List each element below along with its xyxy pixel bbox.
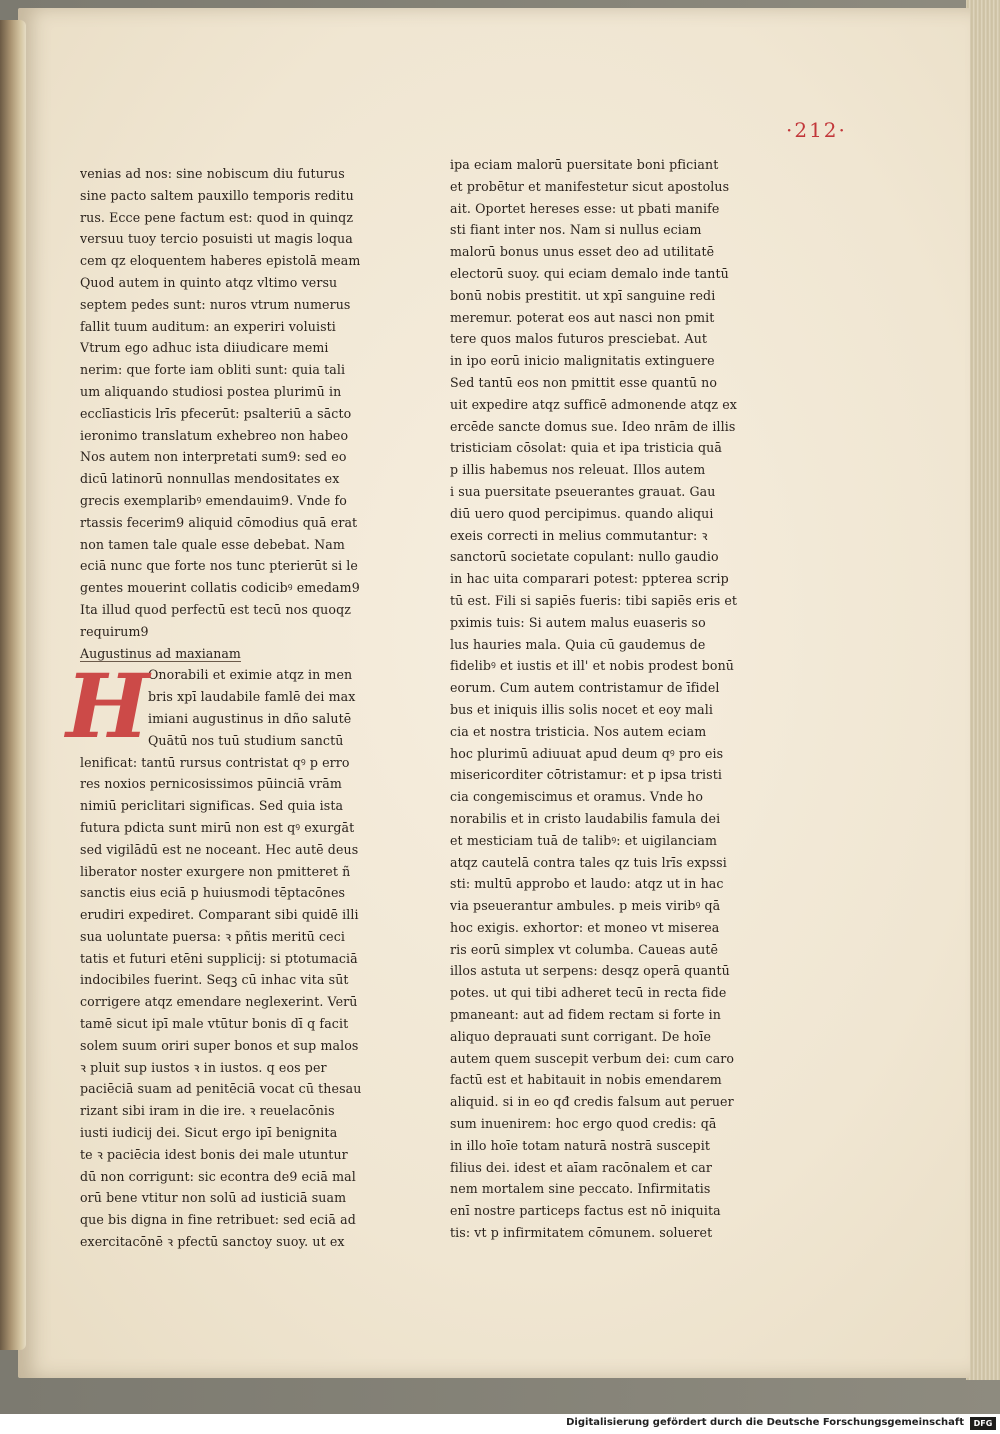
text-line: sanctorū societate copulant: nullo gaudio xyxy=(450,549,719,565)
text-line: indocibiles fuerint. Seqꝫ cū inhac vita sūt xyxy=(80,972,349,988)
text-line: bris xpī laudabile famlē dei max xyxy=(148,689,356,705)
page-stack-edge xyxy=(966,0,1000,1380)
text-line: solem suum oriri super bonos et sup malos xyxy=(80,1037,359,1053)
text-line: filius dei. idest et aīam racōnalem et car xyxy=(450,1159,712,1175)
text-line: liberator noster exurgere non pmitteret ñ xyxy=(80,863,351,879)
text-line: tis: vt p infirmitatem cōmunem. solueret xyxy=(450,1225,713,1241)
text-line: hoc exigis. exhortor: et moneo vt miserea xyxy=(450,919,720,935)
text-line: Quātū nos tuū studium sanctū xyxy=(148,732,344,748)
text-line: atqz cautelā contra tales qz tuis lrīs expssi xyxy=(450,854,727,870)
text-line: nerim: que forte iam obliti sunt: quia tali xyxy=(80,362,346,378)
text-line: que bis digna in fine retribuet: sed eciā ad xyxy=(80,1212,356,1228)
dfg-logo: DFG xyxy=(970,1417,996,1430)
text-line: malorū bonus unus esset deo ad utilitatē xyxy=(450,244,715,260)
text-line: nem mortalem sine peccato. Infirmitatis xyxy=(450,1181,711,1197)
text-line: exeis correcti in melius commutantur: ꝛ xyxy=(450,527,708,543)
text-line: electorū suoy. qui eciam demalo inde tantū xyxy=(450,265,729,281)
text-line: dicū latinorū nonnullas mendositates ex xyxy=(80,471,340,487)
text-line: et mesticiam tuā de talibꝰ: et uigilanciam xyxy=(450,832,718,848)
manuscript-page xyxy=(18,8,970,1378)
text-line: lenificat: tantū rursus contristat qꝰ p erro xyxy=(80,754,350,770)
text-line: grecis exemplaribꝰ emendauim9. Vnde fo xyxy=(80,492,347,508)
text-line: rus. Ecce pene factum est: quod in quinqz xyxy=(80,209,354,225)
text-line: dū non corrigunt: sic econtra de9 eciā mal xyxy=(80,1168,356,1184)
text-line: fidelibꝰ et iustis et ill' et nobis prodest bonū xyxy=(450,658,735,674)
text-line: rizant sibi iram in die ire. ꝛ reuelacōnis xyxy=(80,1103,335,1119)
text-line: versuu tuoy tercio posuisti ut magis loqua xyxy=(80,231,353,247)
right-column-text xyxy=(450,154,790,1244)
text-line: cia et nostra tristicia. Nos autem eciam xyxy=(450,723,707,739)
text-line: diū uero quod percipimus. quando aliqui xyxy=(450,505,714,521)
text-line: gentes mouerint collatis codicibꝰ emedam9 xyxy=(80,580,360,596)
text-line: fallit tuum auditum: an experiri voluisti xyxy=(80,318,336,334)
letter-heading: Augustinus ad maxianam xyxy=(80,645,241,661)
text-line: erudiri expediret. Comparant sibi quidē illi xyxy=(80,907,359,923)
book-binding-edge xyxy=(0,20,26,1350)
text-line: in ipo eorū inicio malignitatis extinguere xyxy=(450,353,715,369)
text-line: illos astuta ut serpens: desqz operā quantū xyxy=(450,963,730,979)
text-line: potes. ut qui tibi adheret tecū in recta fide xyxy=(450,985,727,1001)
text-line: pximis tuis: Si autem malus euaseris so xyxy=(450,614,706,630)
text-line: tere quos malos futuros presciebat. Aut xyxy=(450,331,708,347)
text-line: sanctis eius eciā p huiusmodi tēptacōnes xyxy=(80,885,346,901)
text-line: imiani augustinus in dño salutē xyxy=(148,710,352,726)
text-line: et probētur et manifestetur sicut apostolus xyxy=(450,178,730,194)
text-line: hoc plurimū adiuuat apud deum qꝰ pro eis xyxy=(450,745,724,761)
text-line: ieronimo translatum exhebreo non habeo xyxy=(80,427,349,443)
text-line: cem qz eloquentem haberes epistolā meam xyxy=(80,253,361,269)
text-line: factū est et habitauit in nobis emendarem xyxy=(450,1072,722,1088)
text-line: misericorditer cōtristamur: et p ipsa tristi xyxy=(450,767,723,783)
text-line: pmaneant: aut ad fidem rectam si forte in xyxy=(450,1007,721,1023)
text-line: cia congemiscimus et oramus. Vnde ho xyxy=(450,789,704,805)
text-line: Ita illud quod perfectū est tecū nos quoqz xyxy=(80,601,351,617)
text-line: aliquo deprauati sunt corrigant. De hoīe xyxy=(450,1028,712,1044)
text-line: lus hauries mala. Quia cū gaudemus de xyxy=(450,636,706,652)
text-line: rtassis fecerim9 aliquid cōmodius quā erat xyxy=(80,514,358,530)
text-line: orū bene vtitur non solū ad iusticiā suam xyxy=(80,1190,347,1206)
text-line: ris eorū simplex vt columba. Caueas autē xyxy=(450,941,719,957)
text-line: autem quem suscepit verbum dei: cum caro xyxy=(450,1050,735,1066)
text-line: norabilis et in cristo laudabilis famula dei xyxy=(450,810,721,826)
text-line: enī nostre particeps factus est nō iniquita xyxy=(450,1203,721,1219)
text-line: futura pdicta sunt mirū non est qꝰ exurgāt xyxy=(80,819,355,835)
text-line: corrigere atqz emendare neglexerint. Verū xyxy=(80,994,358,1010)
left-column-text xyxy=(80,163,410,643)
left-column-letter-text xyxy=(66,654,410,1253)
text-line: septem pedes sunt: nuros vtrum numerus xyxy=(80,296,351,312)
text-line: sti: multū approbo et laudo: atqz ut in hac xyxy=(450,876,724,892)
text-line: Quod autem in quinto atqz vltimo versu xyxy=(80,274,338,290)
text-line: ipa eciam malorū puersitate boni pficiant xyxy=(450,157,719,172)
text-line: sua uoluntate puersa: ꝛ pñtis meritū ceci xyxy=(80,928,345,944)
text-line: requirum9 xyxy=(80,623,149,639)
text-line: te ꝛ paciēcia idest bonis dei male utuntur xyxy=(80,1146,348,1162)
text-line: tū est. Fili si sapiēs fueris: tibi sapiēs eris et xyxy=(450,592,738,608)
text-line: venias ad nos: sine nobiscum diu futurus xyxy=(80,166,345,181)
text-line: bus et iniquis illis solis nocet et eoy mali xyxy=(450,701,713,717)
text-line: Nos autem non interpretati sum9: sed eo xyxy=(80,449,347,465)
text-line: iusti iudicij dei. Sicut ergo ipī benignita xyxy=(80,1125,338,1141)
text-line: tamē sicut ipī male vtūtur bonis dī q facit xyxy=(80,1016,349,1032)
text-line: Sed tantū eos non pmittit esse quantū no xyxy=(450,374,718,390)
text-line: sine pacto saltem pauxillo temporis reditu xyxy=(80,187,354,203)
text-line: in hac uita comparari potest: ppterea scrip xyxy=(450,571,729,587)
text-line: in illo hoīe totam naturā nostrā suscepit xyxy=(450,1137,711,1153)
text-line: sum inuenirem: hoc ergo quod credis: qā xyxy=(450,1116,717,1132)
right-column xyxy=(450,154,790,1244)
text-line: Onorabili et eximie atqz in men xyxy=(148,667,353,683)
text-line: Vtrum ego adhuc ista diiudicare memi xyxy=(80,340,329,356)
text-line: res noxios pernicosissimos pūinciā vrām xyxy=(80,776,342,792)
text-line: eorum. Cum autem contristamur de īfidel xyxy=(450,680,720,696)
footer-bar xyxy=(0,1414,1000,1434)
left-column xyxy=(66,163,410,1253)
text-line: ercēde sancte domus sue. Ideo nrām de illis xyxy=(450,418,736,434)
text-line: nimiū periclitari significas. Sed quia ista xyxy=(80,798,344,814)
text-line: tatis et futuri etēni supplicij: si ptotumaciā xyxy=(80,950,358,966)
text-line: i sua puersitate pseuerantes grauat. Gau xyxy=(450,483,716,499)
text-line: uit expedire atqz sufficē admonende atqz ex xyxy=(450,396,737,412)
text-line: sed vigilādū est ne noceant. Hec autē deus xyxy=(80,841,359,857)
text-line: meremur. poterat eos aut nasci non pmit xyxy=(450,309,715,325)
text-line: um aliquando studiosi postea plurimū in xyxy=(80,383,342,399)
text-line: sti fiant inter nos. Nam si nullus eciam xyxy=(450,222,702,238)
text-line: via pseuerantur ambules. p meis viribꝰ qā xyxy=(450,898,721,914)
text-line: tristiciam cōsolat: quia et ipa tristicia quā xyxy=(450,440,722,456)
funding-notice: Digitalisierung gefördert durch die Deutsche Forschungsgemeinschaft xyxy=(566,1417,964,1428)
text-line: paciēciā suam ad penitēciā vocat cū thesau xyxy=(80,1081,362,1097)
text-line: aliquid. si in eo qđ credis falsum aut peruer xyxy=(450,1094,734,1110)
text-line: ait. Oportet hereses esse: ut pbati manife xyxy=(450,200,720,216)
text-line: p illis habemus nos releuat. Illos autem xyxy=(450,462,706,478)
text-line: eciā nunc que forte nos tunc pterierūt si le xyxy=(80,558,358,574)
decorated-initial: H xyxy=(66,654,150,759)
text-line: ꝛ pluit sup iustos ꝛ in iustos. q eos per xyxy=(80,1059,327,1075)
text-line: non tamen tale quale esse debebat. Nam xyxy=(80,536,345,552)
text-line: ecclīasticis lrīs pfecerūt: psalteriū a sācto xyxy=(80,405,352,421)
text-line: bonū nobis prestitit. ut xpī sanguine redi xyxy=(450,287,716,303)
text-line: exercitacōnē ꝛ pfectū sanctoy suoy. ut ex xyxy=(80,1234,345,1250)
folio-number: ·212· xyxy=(786,118,847,142)
